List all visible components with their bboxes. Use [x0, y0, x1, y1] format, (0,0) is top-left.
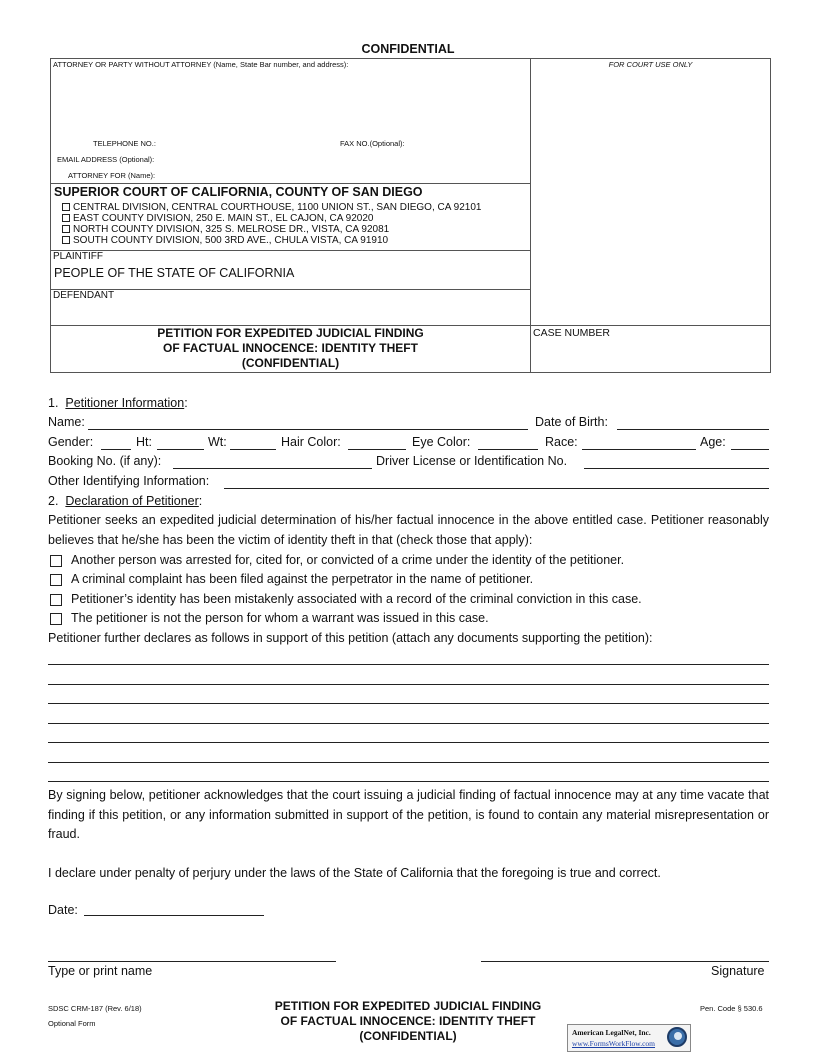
option-label: Another person was arrested for, cited for, or convicted of a crime under the identity of the petitioner.: [71, 553, 625, 567]
weight-field[interactable]: [230, 449, 276, 450]
division-east: [62, 213, 481, 224]
case-number-label: CASE NUMBER: [533, 327, 611, 339]
booking-field[interactable]: [173, 468, 372, 469]
height-field[interactable]: [157, 449, 204, 450]
division-label: SOUTH COUNTY DIVISION, 500 3RD AVE., CHULA VISTA, CA 91910: [73, 235, 389, 246]
footer-title-line: OF FACTUAL INNOCENCE: IDENTITY THEFT: [280, 1014, 536, 1028]
gender-field[interactable]: [101, 449, 131, 450]
attorney-for-label: ATTORNEY FOR (Name):: [68, 171, 156, 180]
declaration-line[interactable]: [48, 684, 769, 685]
race-field[interactable]: [582, 449, 696, 450]
footer-title: [200, 999, 616, 1044]
age-field[interactable]: [731, 449, 769, 450]
other-label: Other Identifying Information:: [48, 474, 210, 488]
section-number: 1.: [48, 396, 59, 410]
footer-title-line: PETITION FOR EXPEDITED JUDICIAL FINDING: [274, 999, 542, 1013]
section2-heading: [48, 494, 202, 508]
declaration-line[interactable]: [48, 723, 769, 724]
option-checkbox[interactable]: [50, 594, 62, 606]
court-use-label: FOR COURT USE ONLY: [608, 60, 693, 69]
date-label: Date:: [48, 903, 78, 917]
caption-title: [50, 326, 531, 371]
logo-url[interactable]: www.FormsWorkFlow.com: [572, 1039, 656, 1048]
logo-name: American LegalNet, Inc.: [572, 1028, 651, 1037]
email-label: EMAIL ADDRESS (Optional):: [57, 155, 155, 164]
globe-highlight: [674, 1032, 682, 1040]
footer-title-line: (CONFIDENTIAL): [359, 1029, 457, 1043]
option-label: A criminal complaint has been filed against the perpetrator in the name of petitioner.: [71, 572, 534, 586]
dob-label: Date of Birth:: [535, 415, 608, 429]
print-name-label: Type or print name: [48, 964, 153, 978]
checkbox[interactable]: [62, 236, 70, 244]
option-checkbox[interactable]: [50, 613, 62, 625]
pen-code: Pen. Code § 530.6: [700, 1004, 763, 1013]
hair-field[interactable]: [348, 449, 406, 450]
eye-field[interactable]: [478, 449, 538, 450]
defendant-box: [50, 289, 531, 326]
defendant-label: DEFENDANT: [53, 290, 115, 301]
plaintiff-label: PLAINTIFF: [53, 251, 104, 262]
division-south: [62, 235, 481, 246]
checkbox[interactable]: [62, 203, 70, 211]
division-north: [62, 224, 481, 235]
optional-form: Optional Form: [48, 1019, 96, 1028]
declaration-line[interactable]: [48, 664, 769, 665]
section-title: Petitioner Information: [65, 396, 185, 410]
title-line: (CONFIDENTIAL): [241, 356, 340, 370]
confidential-header: CONFIDENTIAL: [361, 42, 455, 56]
signature-line[interactable]: [481, 961, 769, 962]
globe-icon: [667, 1027, 687, 1047]
name-label: Name:: [48, 415, 85, 429]
further-declaration: Petitioner further declares as follows in support of this petition (attach any documents supporting the petition):: [48, 631, 653, 645]
fax-label: FAX NO.(Optional):: [340, 139, 405, 148]
title-line: OF FACTUAL INNOCENCE: IDENTITY THEFT: [163, 341, 418, 355]
signature-label: Signature: [711, 964, 765, 978]
checkbox[interactable]: [62, 214, 70, 222]
hair-label: Hair Color:: [281, 435, 341, 449]
section-title: Declaration of Petitioner: [65, 494, 199, 508]
division-central: [62, 202, 481, 213]
option-label: The petitioner is not the person for whom a warrant was issued in this case.: [71, 611, 489, 625]
declaration-line[interactable]: [48, 703, 769, 704]
section1-heading: [48, 396, 188, 410]
declaration-intro: Petitioner seeks an expedited judicial determination of his/her factual innocence in the above entitled case. Petitioner reasonably believes that he/she has been the victim of identity theft in that (check those that apply):: [48, 513, 769, 547]
option-checkbox[interactable]: [50, 555, 62, 567]
declaration-line[interactable]: [48, 781, 769, 782]
print-name-line[interactable]: [48, 961, 336, 962]
division-list: [62, 202, 481, 246]
telephone-label: TELEPHONE NO.:: [93, 139, 156, 148]
legalnet-logo[interactable]: [567, 1024, 691, 1052]
age-label: Age:: [700, 435, 726, 449]
division-label: NORTH COUNTY DIVISION, 325 S. MELROSE DR., VISTA, CA 92081: [73, 224, 390, 235]
attorney-label: ATTORNEY OR PARTY WITHOUT ATTORNEY (Name, State Bar number, and address):: [53, 60, 349, 69]
court-use-box: [530, 58, 771, 326]
declaration-line[interactable]: [48, 742, 769, 743]
license-label: Driver License or Identification No.: [376, 454, 568, 468]
date-field[interactable]: [84, 915, 264, 916]
court-name: SUPERIOR COURT OF CALIFORNIA, COUNTY OF SAN DIEGO: [54, 185, 423, 199]
race-label: Race:: [545, 435, 578, 449]
eye-label: Eye Color:: [412, 435, 471, 449]
section-colon: :: [184, 396, 188, 410]
height-label: Ht:: [136, 435, 152, 449]
checkbox[interactable]: [62, 225, 70, 233]
option-checkbox[interactable]: [50, 574, 62, 586]
section-colon: :: [198, 494, 203, 508]
option-label: Petitioner’s identity has been mistakenly associated with a record of the criminal conviction in this case.: [71, 592, 642, 606]
dob-field[interactable]: [617, 429, 769, 430]
division-label: CENTRAL DIVISION, CENTRAL COURTHOUSE, 1100 UNION ST., SAN DIEGO, CA 92101: [73, 202, 482, 213]
form-id: SDSC CRM-187 (Rev. 6/18): [48, 1004, 142, 1013]
acknowledgement: By signing below, petitioner acknowledges that the court issuing a judicial finding of factual innocence may at any time vacate that finding if this petition, or any information submitted in support of the petition, is found to contain any material misrepresentation or fraud.: [48, 788, 769, 841]
perjury-statement: I declare under penalty of perjury under the laws of the State of California that the foregoing is true and correct.: [48, 866, 661, 880]
weight-label: Wt:: [208, 435, 227, 449]
name-field[interactable]: [88, 429, 528, 430]
booking-label: Booking No. (if any):: [48, 454, 162, 468]
section-number: 2.: [48, 494, 59, 508]
gender-label: Gender:: [48, 435, 94, 449]
other-field[interactable]: [224, 488, 769, 489]
declaration-line[interactable]: [48, 762, 769, 763]
title-line: PETITION FOR EXPEDITED JUDICIAL FINDING: [157, 326, 424, 340]
plaintiff-value: PEOPLE OF THE STATE OF CALIFORNIA: [54, 266, 295, 280]
license-field[interactable]: [584, 468, 769, 469]
division-label: EAST COUNTY DIVISION, 250 E. MAIN ST., EL CAJON, CA 92020: [73, 213, 374, 224]
attorney-box: [50, 58, 531, 184]
